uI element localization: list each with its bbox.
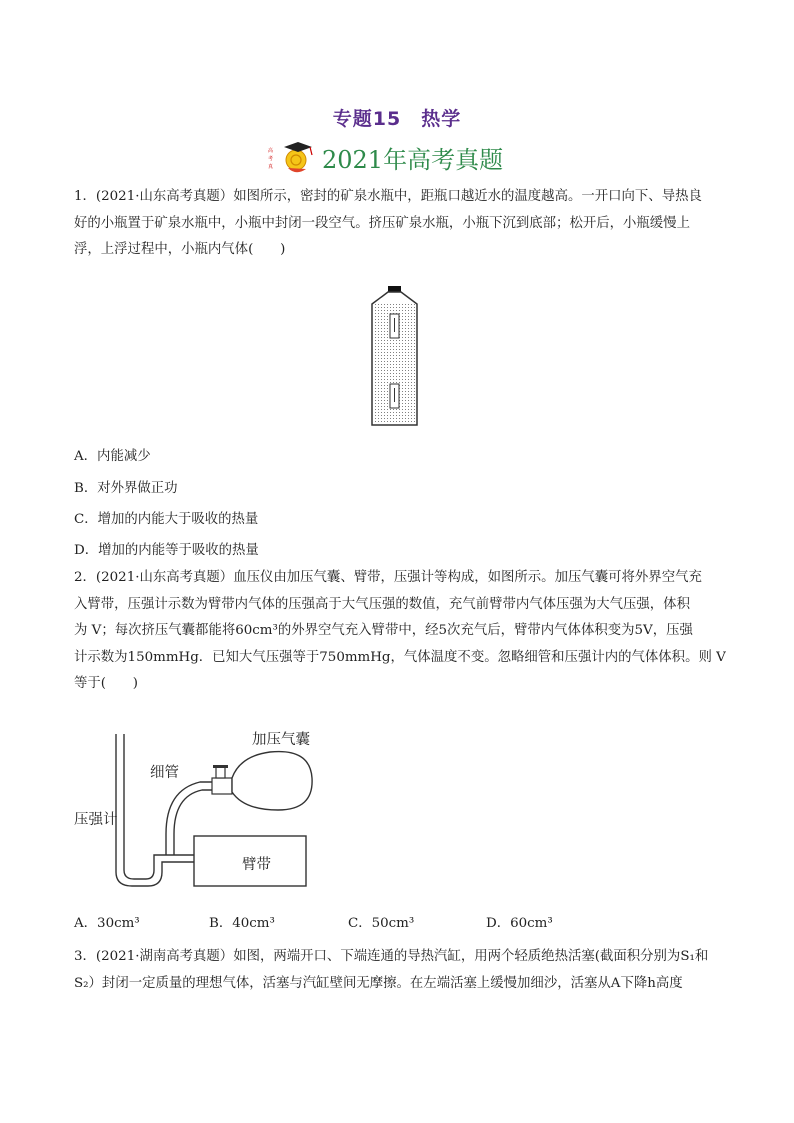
question-3-text bbox=[74, 944, 724, 997]
text-line: 计示数为150mmHg．已知大气压强等于750mmHg，气体温度不变。忽略细管和压强计内的气体体积。则 V bbox=[74, 649, 726, 665]
bottle-cap bbox=[388, 286, 401, 292]
bulb-shape bbox=[232, 752, 312, 810]
text-line: 入臂带，压强计示数为臂带内气体的压强高于大气压强的数值，充气前臂带内气体压强为大气压强，体积 bbox=[74, 596, 690, 612]
svg-text:高: 高 bbox=[268, 148, 274, 154]
text-line: 等于( ) bbox=[74, 676, 139, 691]
text-line: S₂）封闭一定质量的理想气体，活塞与汽缸壁间无摩擦。在左端活塞上缓慢加细沙，活塞从A下降h高度 bbox=[74, 975, 683, 991]
question-1-text bbox=[74, 184, 724, 264]
q1-option-b: B．对外界做正功 bbox=[74, 481, 178, 496]
q1-option-d: D．增加的内能等于吸收的热量 bbox=[74, 543, 259, 558]
page-subtitle: 2021年高考真题 bbox=[322, 146, 504, 174]
q1-option-c: C．增加的内能大于吸收的热量 bbox=[74, 512, 259, 527]
tube-label: 细管 bbox=[150, 765, 179, 781]
bottle-figure bbox=[362, 282, 436, 430]
cuff-label: 臂带 bbox=[242, 857, 271, 873]
question-2-text bbox=[74, 565, 724, 698]
text-line: 为 V；每次挤压气囊都能将60cm³的外界空气充入臂带中，经5次充气后，臂带内气体体积变为5V，压强 bbox=[74, 623, 693, 638]
gauge-label: 压强计 bbox=[74, 812, 118, 828]
q2-option-c: C．50cm³ bbox=[348, 916, 415, 931]
text-line: 2．(2021·山东高考真题）血压仪由加压气囊、臂带，压强计等构成，如图所示。加压气囊可将外界空气充 bbox=[74, 570, 702, 585]
page-title: 专题15 热学 bbox=[332, 108, 462, 130]
subtitle-banner bbox=[266, 138, 546, 178]
text-line: 1．(2021·山东高考真题）如图所示，密封的矿泉水瓶中，距瓶口越近水的温度越高。一开口向下、导热良 bbox=[74, 189, 702, 204]
svg-text:真: 真 bbox=[268, 164, 274, 170]
bulb-label: 加压气囊 bbox=[252, 732, 310, 748]
mascot-logo-icon bbox=[266, 138, 318, 176]
q2-option-d: D．60cm³ bbox=[486, 916, 553, 931]
text-line: 好的小瓶置于矿泉水瓶中，小瓶中封闭一段空气。挤压矿泉水瓶，小瓶下沉到底部；松开后，小瓶缓慢上 bbox=[74, 215, 690, 231]
q2-option-b: B．40cm³ bbox=[209, 916, 275, 931]
text-line: 3．(2021·湖南高考真题）如图，两端开口、下端连通的导热汽缸，用两个轻质绝热活塞(截面积分别为S₁和 bbox=[74, 949, 709, 964]
svg-text:考: 考 bbox=[268, 156, 274, 162]
q1-option-a: A．内能减少 bbox=[74, 449, 151, 464]
text-line: 浮，上浮过程中，小瓶内气体( ) bbox=[74, 242, 286, 257]
q2-option-a: A．30cm³ bbox=[74, 916, 140, 931]
